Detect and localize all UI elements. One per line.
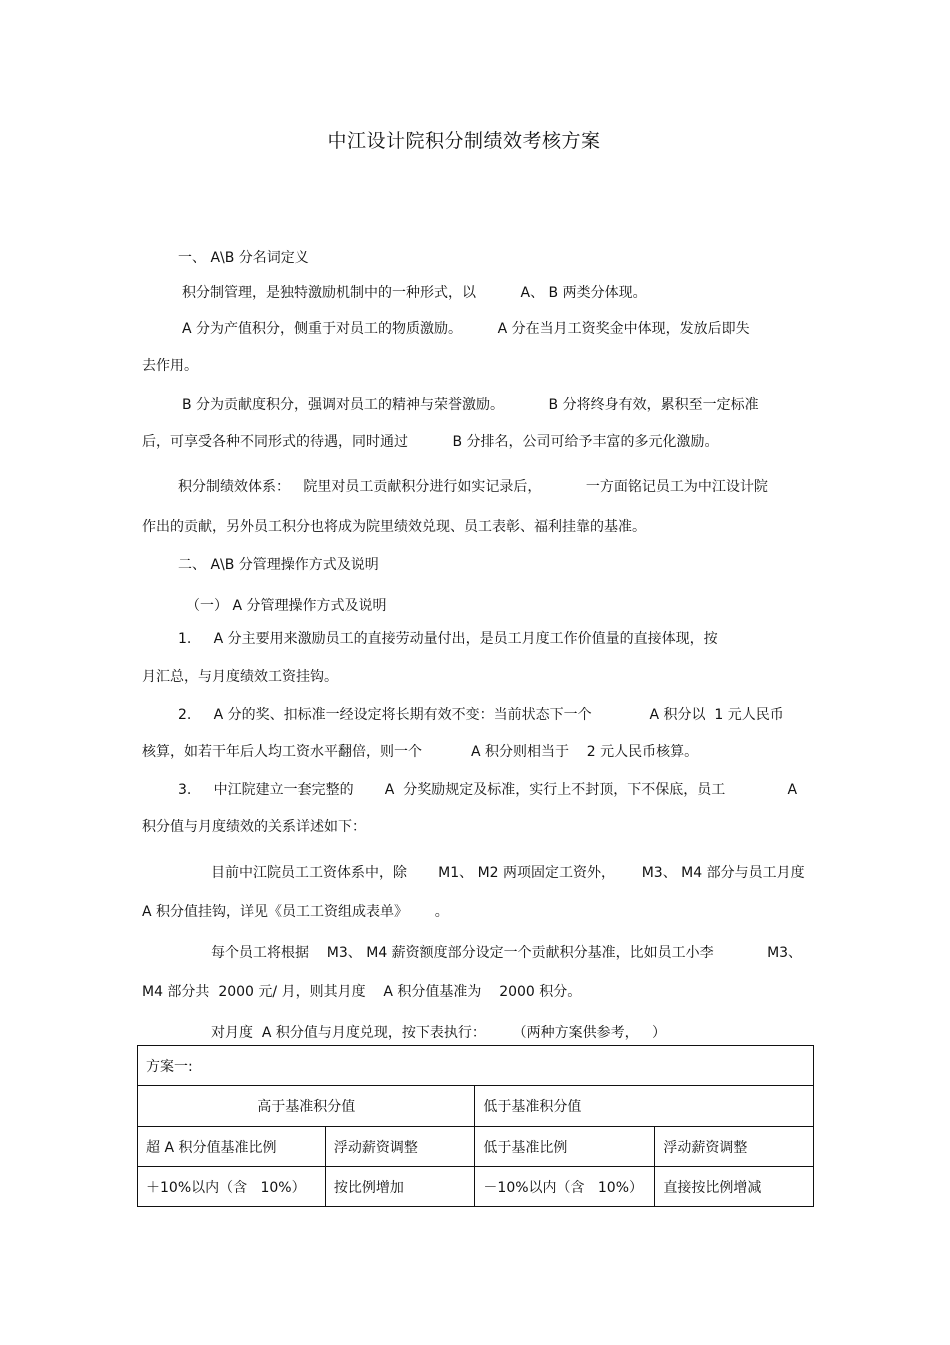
item2-line2: 核算，如若干年后人均工资水平翻倍，则一个 A 积分则相当于 2 元人民币核算。: [142, 744, 699, 760]
section1-heading: 一、 A\B 分名词定义: [178, 250, 309, 266]
paragraph3: 对月度 A 积分值与月度兑现，按下表执行： （两种方案供参考， ）: [211, 1025, 666, 1041]
item1-line1: 1. A 分主要用来激励员工的直接劳动量付出，是员工月度工作价值量的直接体现，按: [178, 631, 718, 647]
section1-intro: 积分制管理，是独特激励机制中的一种形式，以 A、 B 两类分体现。: [182, 285, 647, 301]
paragraph2-line2: M4 部分共 2000 元/ 月，则其月度 A 积分值基准为 2000 积分。: [142, 984, 582, 1000]
column-header: 浮动薪资调整: [325, 1127, 475, 1167]
item2-line1: 2. A 分的奖、扣标准一经设定将长期有效不变：当前状态下一个 A 积分以 1 元人民币: [178, 707, 784, 723]
table-cell: 直接按比例增减: [655, 1167, 814, 1207]
paragraph1-line1: 目前中江院员工工资体系中，除 M1、 M2 两项固定工资外， M3、 M4 部分与员工月度: [211, 865, 805, 881]
table-row: [138, 1167, 814, 1207]
column-header: 低于基准比例: [475, 1127, 655, 1167]
paragraph2-line1: 每个员工将根据 M3、 M4 薪资额度部分设定一个贡献积分基准，比如员工小李 M3、: [211, 945, 803, 961]
item3-line2: 积分值与月度绩效的关系详述如下：: [142, 819, 366, 835]
paragraph1-line2: A 积分值挂钩，详见《员工工资组成表单》 。: [142, 904, 449, 920]
b-definition-line1: B 分为贡献度积分，强调对员工的精神与荣誉激励。 B 分将终身有效，累积至一定标准: [182, 397, 759, 413]
column-header: 浮动薪资调整: [655, 1127, 814, 1167]
system-line1: 积分制绩效体系： 院里对员工贡献积分进行如实记录后， 一方面铭记员工为中江设计院: [178, 479, 768, 495]
item1-line2: 月汇总，与月度绩效工资挂钩。: [142, 669, 338, 685]
table-cell: 按比例增加: [325, 1167, 475, 1207]
group-header-high: 高于基准积分值: [138, 1086, 475, 1127]
a-definition-line1: A 分为产值积分，侧重于对员工的物质激励。 A 分在当月工资奖金中体现，发放后即失: [182, 321, 750, 337]
table-cell: ＋10%以内（含 10%）: [138, 1167, 326, 1207]
system-line2: 作出的贡献，另外员工积分也将成为院里绩效兑现、员工表彰、福利挂靠的基准。: [142, 519, 646, 535]
group-header-low: 低于基准积分值: [475, 1086, 814, 1127]
b-definition-line2: 后，可享受各种不同形式的待遇，同时通过 B 分排名，公司可给予丰富的多元化激励。: [142, 434, 719, 450]
scheme-table: [137, 1045, 814, 1207]
table-cell: －10%以内（含 10%）: [475, 1167, 655, 1207]
table-caption: 方案一:: [138, 1046, 814, 1086]
subsection1-heading: （一） A 分管理操作方式及说明: [186, 598, 387, 614]
page-title: 中江设计院积分制绩效考核方案: [327, 130, 601, 152]
column-header: 超 A 积分值基准比例: [138, 1127, 326, 1167]
item3-line1: 3. 中江院建立一套完整的 A 分奖励规定及标准，实行上不封顶，下不保底，员工 A: [178, 782, 798, 798]
a-definition-line2: 去作用。: [142, 358, 198, 374]
section2-heading: 二、 A\B 分管理操作方式及说明: [178, 557, 379, 573]
